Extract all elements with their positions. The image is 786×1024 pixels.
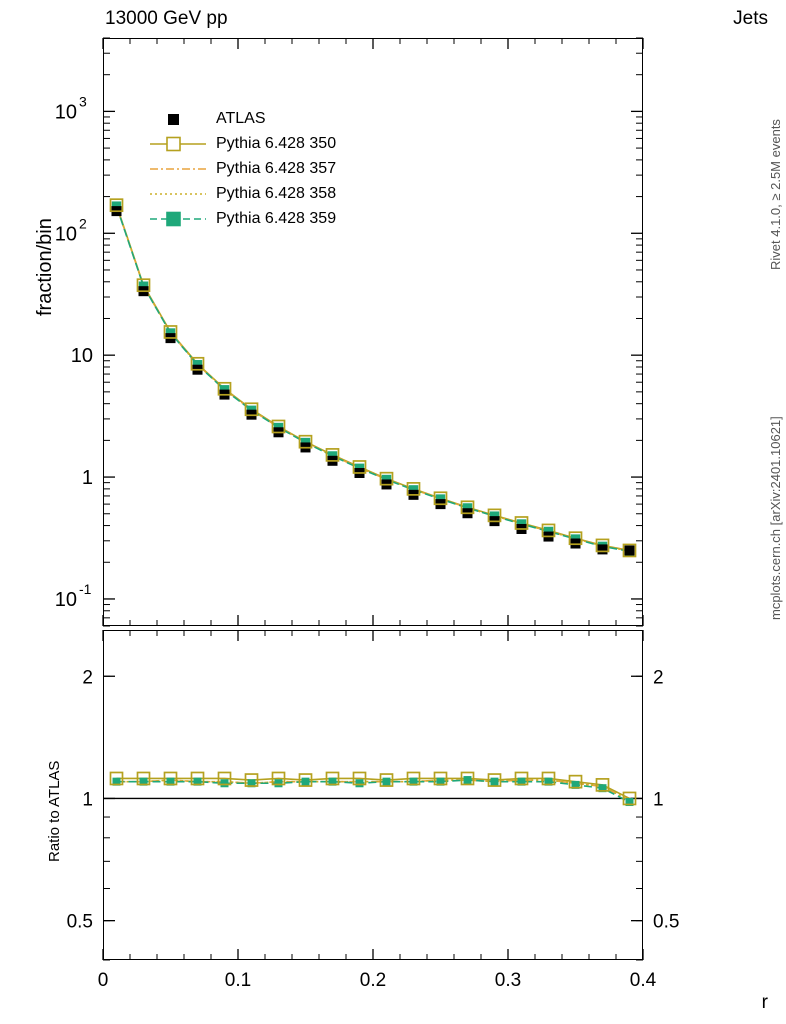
y-tick-label: 10 — [54, 101, 77, 124]
legend-label: Pythia 6.428 357 — [216, 159, 337, 177]
legend-label: Pythia 6.428 350 — [216, 134, 337, 152]
x-tick-label: 0 — [97, 970, 109, 991]
legend-entry-pythia-357[interactable] — [150, 156, 336, 181]
y-axis-label-main: fraction/bin — [34, 218, 56, 316]
header-right: Jets — [733, 8, 768, 29]
legend — [150, 106, 336, 231]
x-tick-label: 0.2 — [359, 970, 387, 991]
ratio-y-tick-label-right: 1 — [653, 789, 664, 811]
legend-label: ATLAS — [216, 109, 266, 127]
ratio-series-marker — [491, 778, 499, 786]
ratio-y-tick-label-right: 2 — [653, 667, 664, 689]
y-axis-label-ratio: Ratio to ATLAS — [46, 760, 63, 862]
ratio-y-tick-label: 2 — [82, 667, 93, 689]
legend-entry-atlas[interactable] — [150, 106, 336, 131]
ratio-y-tick-label: 0.5 — [66, 911, 93, 933]
legend-marker-dashdot-line — [150, 160, 206, 178]
ratio-series-marker — [464, 776, 472, 784]
rivet-version-caption: Rivet 4.1.0, ≥ 2.5M events — [768, 119, 783, 270]
y-tick-label: 1 — [81, 467, 93, 490]
y-tick-exponent: 2 — [79, 215, 87, 232]
x-tick-label: 0.3 — [494, 970, 522, 991]
legend-entry-pythia-350[interactable] — [150, 131, 336, 156]
x-tick-label: 0.1 — [224, 970, 252, 991]
ratio-series-marker — [302, 778, 310, 786]
legend-label: Pythia 6.428 358 — [216, 184, 337, 202]
legend-marker-filled-square — [150, 110, 206, 128]
y-tick-label: 10 — [70, 345, 93, 368]
y-tick-exponent: -1 — [79, 580, 92, 597]
y-tick-label: 10 — [54, 223, 77, 246]
x-axis-label: r — [761, 992, 768, 1013]
legend-marker-dashed-open-square — [150, 210, 206, 228]
legend-label: Pythia 6.428 359 — [216, 209, 337, 227]
ratio-series-marker — [356, 779, 364, 787]
y-tick-label: 10 — [54, 588, 77, 611]
header-left: 13000 GeV pp — [105, 8, 228, 29]
y-tick-exponent: 3 — [79, 93, 87, 110]
ratio-series-marker — [383, 778, 391, 786]
legend-marker-open-square-solid-line — [150, 135, 206, 153]
x-tick-label: 0.4 — [629, 970, 657, 991]
ratio-series-marker — [275, 779, 283, 787]
ratio-series-marker — [221, 779, 229, 787]
ratio-y-tick-label-right: 0.5 — [653, 911, 680, 933]
mcplots-caption: mcplots.cern.ch [arXiv:2401.10621] — [768, 416, 783, 620]
legend-entry-pythia-358[interactable] — [150, 181, 336, 206]
legend-marker-dotted-line — [150, 185, 206, 203]
legend-entry-pythia-359[interactable] — [150, 206, 336, 231]
ratio-y-tick-label: 1 — [82, 789, 93, 811]
